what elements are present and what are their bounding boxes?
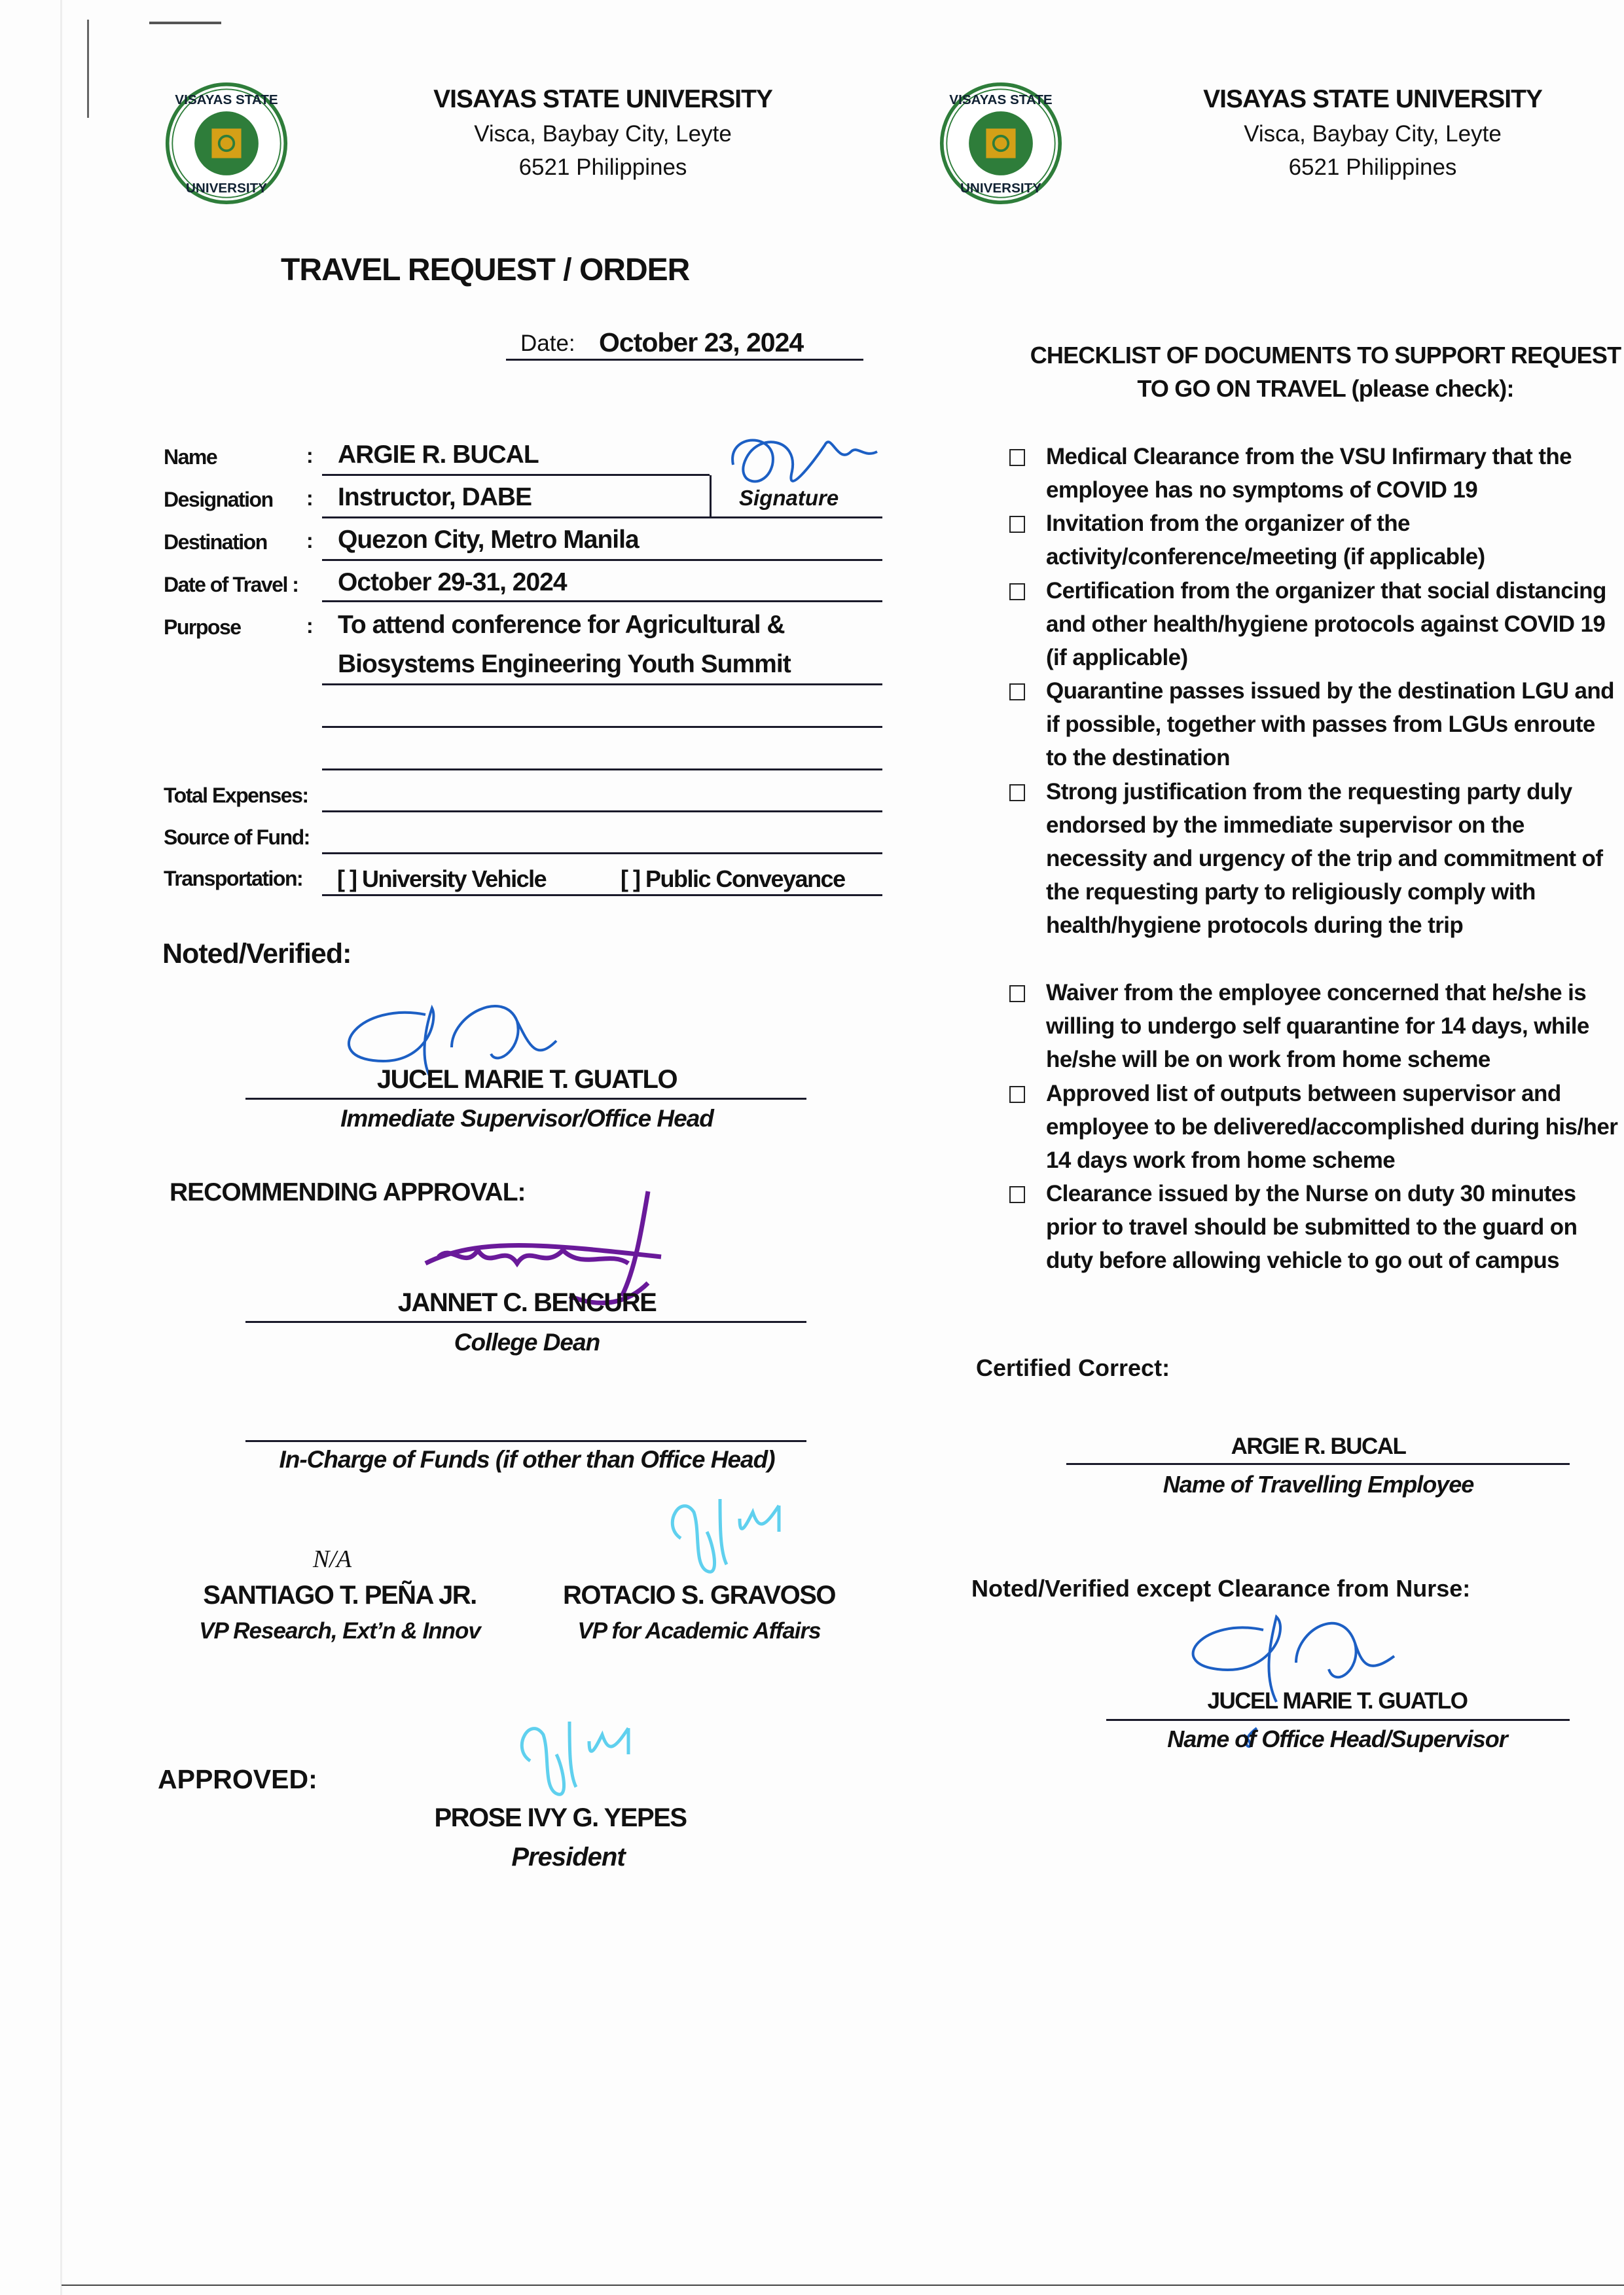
noted-except-label: Noted/Verified except Clearance from Nurse: <box>971 1575 1471 1602</box>
destination-label: Destination <box>164 530 267 554</box>
name-label: Name <box>164 445 217 469</box>
supervisor-role: Immediate Supervisor/Office Head <box>340 1105 713 1132</box>
destination-value[interactable]: Quezon City, Metro Manila <box>338 526 639 554</box>
checkbox[interactable] <box>1009 784 1025 801</box>
vp2-signature <box>661 1486 805 1578</box>
svg-text:VISAYAS STATE: VISAYAS STATE <box>175 92 278 107</box>
university-seal-logo-right <box>939 82 1062 205</box>
noted-verified-label: Noted/Verified: <box>162 938 352 969</box>
recommending-approval-label: RECOMMENDING APPROVAL: <box>170 1178 526 1206</box>
checkbox[interactable] <box>1009 1186 1025 1203</box>
checkbox[interactable] <box>1009 683 1025 700</box>
dean-role: College Dean <box>454 1329 600 1356</box>
university-postal-right: 6521 Philippines <box>1288 154 1457 180</box>
university-seal-logo <box>165 82 288 205</box>
designation-underline <box>322 516 882 518</box>
vp1-name: SANTIAGO T. PEÑA JR. <box>203 1581 477 1610</box>
checklist-item: Invitation from the organizer of the activity/conference/meeting (if applicable) <box>1046 511 1485 570</box>
university-address: Visca, Baybay City, Leyte <box>474 121 732 147</box>
checklist-item: Certification from the organizer that social distancing and other health/hygiene protocols against COVID 19 (if applicable) <box>1046 577 1606 670</box>
date-value[interactable]: October 23, 2024 <box>599 327 804 357</box>
designation-value[interactable]: Instructor, DABE <box>338 483 532 511</box>
colon: : <box>306 486 313 510</box>
dean-line <box>245 1321 806 1323</box>
university-name: VISAYAS STATE UNIVERSITY <box>433 85 772 113</box>
name-underline <box>322 474 710 476</box>
date-of-travel-underline <box>322 600 882 602</box>
university-postal: 6521 Philippines <box>518 154 687 180</box>
checklist-item: Strong justification from the requesting party duly endorsed by the immediate supervisor on the necessity and urgency of the trip and commitment of the requesting party to religiously comply with health/hygiene protocols during the trip <box>1046 779 1603 938</box>
signature-divider <box>710 475 712 517</box>
checkbox[interactable] <box>1009 516 1025 533</box>
purpose-line2[interactable]: Biosystems Engineering Youth Summit <box>338 650 791 678</box>
dean-name: JANNET C. BENCURE <box>397 1288 657 1317</box>
checklist-title-line2: TO GO ON TRAVEL (please check): <box>1137 375 1514 402</box>
destination-underline <box>322 559 882 561</box>
date-of-travel-label: Date of Travel : <box>164 573 298 596</box>
purpose-underline <box>322 683 882 685</box>
employee-signature <box>720 425 884 511</box>
approved-label: APPROVED: <box>158 1764 317 1794</box>
name-value[interactable]: ARGIE R. BUCAL <box>338 441 539 469</box>
checklist-item: Waiver from the employee concerned that he/she is willing to undergo self quarantine for 14 days, while he/she will be on work from home scheme <box>1046 980 1589 1073</box>
transport-public-conveyance[interactable]: [ ] Public Conveyance <box>621 865 845 892</box>
designation-label: Designation <box>164 488 273 511</box>
svg-text:UNIVERSITY: UNIVERSITY <box>960 181 1042 196</box>
employee-name: ARGIE R. BUCAL <box>1231 1434 1406 1459</box>
checklist-item: Clearance issued by the Nurse on duty 30 minutes prior to travel should be submitted to the guard on duty before allowing vehicle to go out of campus <box>1046 1181 1578 1274</box>
source-of-fund-label: Source of Fund: <box>164 825 310 849</box>
supervisor-line <box>245 1098 806 1100</box>
employee-role: Name of Travelling Employee <box>1163 1471 1474 1498</box>
colon: : <box>306 444 313 467</box>
transport-university-vehicle[interactable]: [ ] University Vehicle <box>337 865 547 892</box>
date-of-travel-value[interactable]: October 29-31, 2024 <box>338 568 567 596</box>
checkbox[interactable] <box>1009 449 1025 466</box>
date-label: Date: <box>520 331 575 356</box>
checkbox[interactable] <box>1009 583 1025 600</box>
date-underline <box>506 359 863 361</box>
staple-mark <box>149 22 221 24</box>
total-expenses-field[interactable] <box>322 810 882 812</box>
checkbox[interactable] <box>1009 1086 1025 1103</box>
source-of-fund-field[interactable] <box>322 852 882 854</box>
office-head-role: Name of Office Head/Supervisor <box>1167 1726 1507 1752</box>
transportation-underline <box>322 894 882 896</box>
page-edge <box>60 0 62 2295</box>
funds-role: In-Charge of Funds (if other than Office Head) <box>279 1446 775 1473</box>
colon: : <box>306 614 313 638</box>
checkbox[interactable] <box>1009 985 1025 1002</box>
total-expenses-label: Total Expenses: <box>164 784 308 807</box>
president-role: President <box>511 1843 625 1871</box>
certified-correct-label: Certified Correct: <box>976 1354 1170 1381</box>
checklist-item: Quarantine passes issued by the destination LGU and if possible, together with passes from LGUs enroute to the destination <box>1046 678 1614 771</box>
vp1-role: VP Research, Ext’n & Innov <box>199 1618 480 1644</box>
blank-line <box>322 726 882 728</box>
university-name-right: VISAYAS STATE UNIVERSITY <box>1203 85 1542 113</box>
funds-signature-line <box>245 1440 806 1442</box>
blank-line <box>322 768 882 770</box>
bottom-border <box>62 2285 1624 2286</box>
university-address-right: Visca, Baybay City, Leyte <box>1244 121 1502 147</box>
svg-text:UNIVERSITY: UNIVERSITY <box>185 181 268 196</box>
form-title: TRAVEL REQUEST / ORDER <box>281 253 690 287</box>
checklist-item: Medical Clearance from the VSU Infirmary that the employee has no symptoms of COVID 19 <box>1046 444 1572 503</box>
checklist-title: CHECKLIST OF DOCUMENTS TO SUPPORT REQUEST <box>1030 342 1621 369</box>
colon: : <box>306 529 313 552</box>
transportation-label: Transportation: <box>164 867 303 890</box>
employee-line <box>1066 1463 1570 1465</box>
office-head-line <box>1106 1719 1570 1721</box>
svg-text:VISAYAS STATE: VISAYAS STATE <box>949 92 1053 107</box>
purpose-line1[interactable]: To attend conference for Agricultural & <box>338 611 785 639</box>
purpose-label: Purpose <box>164 615 241 639</box>
president-signature <box>511 1708 655 1800</box>
president-name: PROSE IVY G. YEPES <box>434 1803 687 1832</box>
vp2-name: ROTACIO S. GRAVOSO <box>563 1581 835 1610</box>
checklist-item: Approved list of outputs between supervisor and employee to be delivered/accomplished during his/her 14 days work from home scheme <box>1046 1080 1618 1173</box>
office-head-name: JUCEL MARIE T. GUATLO <box>1207 1688 1468 1714</box>
vp2-role: VP for Academic Affairs <box>577 1618 821 1644</box>
binder-mark <box>87 20 93 118</box>
signature-label: Signature <box>739 486 839 510</box>
supervisor-name: JUCEL MARIE T. GUATLO <box>376 1065 677 1094</box>
vp1-na-note: N/A <box>313 1545 352 1573</box>
